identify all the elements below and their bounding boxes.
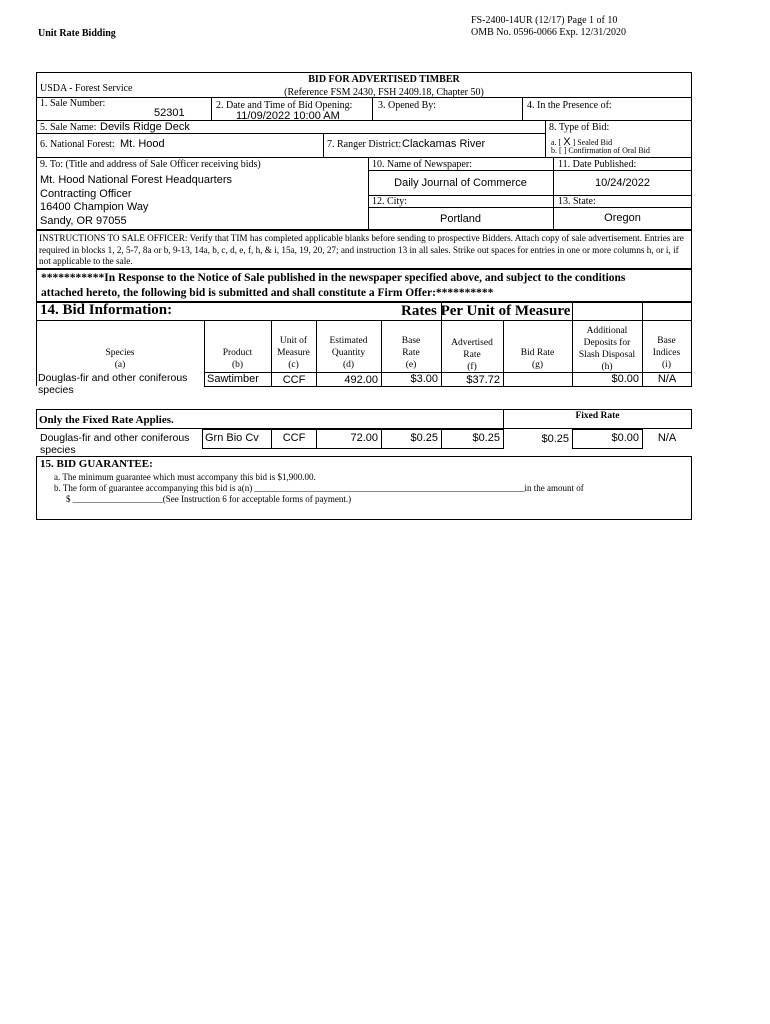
sale-officer-label: 9. To: (Title and address of Sale Officer receiving bids) bbox=[40, 159, 261, 170]
city-value[interactable]: Portland bbox=[440, 213, 481, 225]
product-cell[interactable]: Sawtimber bbox=[207, 373, 259, 385]
address-line: 16400 Champion Way bbox=[40, 201, 149, 213]
col-name: Base Rate bbox=[401, 336, 421, 358]
col-deposits-header bbox=[572, 325, 642, 373]
indices-cell[interactable]: N/A bbox=[657, 373, 677, 385]
col-letter: (f) bbox=[467, 362, 477, 372]
ranger-district-label: 7. Ranger District: bbox=[327, 139, 402, 150]
national-forest-value[interactable]: Mt. Hood bbox=[120, 138, 165, 150]
col-name: Product bbox=[222, 348, 253, 358]
sale-name-value[interactable]: Devils Ridge Deck bbox=[100, 121, 190, 133]
uom-cell[interactable]: CCF bbox=[282, 374, 306, 386]
col-quantity-header bbox=[316, 335, 381, 371]
sale-number-label: 1. Sale Number: bbox=[40, 98, 106, 109]
date-published-value[interactable]: 10/24/2022 bbox=[594, 177, 651, 189]
fixed-species-cell[interactable]: Douglas-fir and other coniferous species bbox=[40, 432, 190, 456]
fixed-rate-heading: Only the Fixed Rate Applies. bbox=[39, 414, 174, 426]
guarantee-minimum: a. The minimum guarantee which must accompany this bid is $1,900.00. bbox=[54, 472, 316, 482]
col-letter: (d) bbox=[342, 360, 355, 370]
sealed-bid-text: ] Sealed Bid bbox=[572, 138, 613, 147]
quantity-cell[interactable]: 492.00 bbox=[344, 374, 378, 386]
form-title: Unit Rate Bidding bbox=[38, 28, 116, 39]
sale-number-value[interactable]: 52301 bbox=[154, 107, 185, 119]
form-id: FS-2400-14UR (12/17) Page 1 of 10 bbox=[471, 15, 618, 26]
address-line: Sandy, OR 97055 bbox=[40, 214, 127, 227]
col-letter: (g) bbox=[531, 360, 544, 370]
presence-label: 4. In the Presence of: bbox=[527, 100, 612, 111]
col-letter: (c) bbox=[288, 360, 299, 370]
address-line: Contracting Officer bbox=[40, 187, 132, 200]
address-line: Mt. Hood National Forest Headquarters bbox=[40, 174, 232, 186]
type-of-bid-label: 8. Type of Bid: bbox=[549, 122, 610, 133]
col-letter: (a) bbox=[114, 360, 126, 370]
bid-guarantee-heading: 15. BID GUARANTEE: bbox=[40, 458, 153, 470]
response-line: attached hereto, the following bid is submitted and shall constitute a Firm Offer:********** bbox=[41, 287, 494, 299]
omb-number: OMB No. 0596-0066 Exp. 12/31/2020 bbox=[471, 27, 626, 38]
rates-heading: Rates Per Unit of Measure bbox=[401, 303, 571, 319]
guarantee-amount[interactable]: $ ____________________(See Instruction 6 for acceptable forms of payment.) bbox=[66, 494, 352, 504]
sale-name-label: 5. Sale Name: bbox=[40, 122, 97, 133]
bid-rate-cell[interactable] bbox=[503, 372, 573, 387]
col-advertised-rate-header bbox=[441, 337, 503, 373]
sealed-bid-prefix: a. [ bbox=[551, 138, 562, 147]
col-name: Estimated Quantity bbox=[329, 336, 368, 358]
city-label: 12. City: bbox=[372, 196, 408, 207]
state-value[interactable]: Oregon bbox=[604, 212, 641, 224]
oral-bid-option[interactable]: b. [ ] Confirmation of Oral Bid bbox=[551, 146, 650, 155]
newspaper-value[interactable]: Daily Journal of Commerce bbox=[394, 177, 527, 189]
fixed-base-rate-cell[interactable]: $0.25 bbox=[410, 432, 438, 444]
col-species-header bbox=[36, 347, 204, 371]
national-forest-label: 6. National Forest: bbox=[40, 139, 115, 150]
col-letter: (i) bbox=[662, 360, 671, 370]
col-name: Unit of Measure bbox=[277, 336, 310, 358]
col-name: Advertised Rate bbox=[451, 338, 493, 360]
fixed-rate-label: Fixed Rate bbox=[575, 411, 620, 421]
fixed-advertised-rate-cell[interactable]: $0.25 bbox=[472, 432, 500, 444]
response-notice bbox=[41, 271, 625, 301]
ranger-district-value[interactable]: Clackamas River bbox=[402, 138, 486, 150]
col-name: Species bbox=[105, 348, 135, 358]
bid-title: BID FOR ADVERTISED TIMBER bbox=[308, 74, 460, 85]
bid-opening-label: 2. Date and Time of Bid Opening: bbox=[216, 100, 353, 111]
fixed-quantity-cell[interactable]: 72.00 bbox=[350, 432, 378, 444]
fixed-uom-cell[interactable]: CCF bbox=[282, 432, 306, 444]
fixed-rate-cell[interactable]: $0.25 bbox=[541, 433, 569, 445]
species-cell[interactable]: Douglas-fir and other coniferous species bbox=[38, 372, 188, 396]
fixed-indices-cell[interactable]: N/A bbox=[657, 432, 677, 444]
col-bid-rate-header bbox=[503, 347, 572, 371]
response-line: ***********In Response to the Notice of Sale published in the newspaper specified above, and subject to the conditions bbox=[41, 272, 626, 284]
sale-officer-address[interactable] bbox=[40, 174, 232, 228]
sealed-bid-checkmark: X bbox=[563, 136, 571, 148]
deposits-cell[interactable]: $0.00 bbox=[611, 373, 639, 385]
base-rate-cell[interactable]: $3.00 bbox=[410, 373, 438, 385]
col-name: Additional Deposits for Slash Disposal bbox=[578, 326, 636, 360]
bid-info-heading: 14. Bid Information: bbox=[40, 302, 173, 318]
col-indices-header bbox=[642, 335, 691, 371]
advertised-rate-cell[interactable]: $37.72 bbox=[466, 374, 500, 386]
reference-note: (Reference FSM 2430, FSH 2409.18, Chapter 50) bbox=[284, 87, 484, 98]
col-letter: (b) bbox=[231, 360, 244, 370]
opened-by-label: 3. Opened By: bbox=[378, 100, 437, 111]
date-published-label: 11. Date Published: bbox=[558, 159, 637, 170]
col-product-header bbox=[204, 347, 271, 371]
instructions-text: INSTRUCTIONS TO SALE OFFICER: Verify that TIM has completed applicable blanks before sending to prospective Bidders. Attach copy of sale advertisement. Entries are required in blocks 1, 2, 5-7, 8a or b, 9-13, 14a, b, c, d, e, f, h, & i, 15a, 19, 20, 27; and instruction 13 in all sales. Strike out spaces for entries in one or more columns h, or i, if not applicable to the sale. bbox=[39, 233, 684, 266]
col-letter: (e) bbox=[405, 360, 417, 370]
guarantee-form[interactable]: b. The form of guarantee accompanying this bid is a(n) ____________________________________________________________in the amount of bbox=[54, 483, 584, 493]
fixed-deposits-cell[interactable]: $0.00 bbox=[611, 432, 639, 444]
col-name: Base Indices bbox=[652, 336, 681, 358]
agency-name: USDA - Forest Service bbox=[40, 83, 133, 94]
bid-opening-value[interactable]: 11/09/2022 10:00 AM bbox=[236, 110, 340, 122]
newspaper-label: 10. Name of Newspaper: bbox=[372, 159, 472, 170]
col-letter: (h) bbox=[601, 362, 613, 372]
col-name: Bid Rate bbox=[520, 348, 555, 358]
col-uom-header bbox=[271, 335, 316, 371]
state-label: 13. State: bbox=[558, 196, 596, 207]
col-base-rate-header bbox=[381, 335, 441, 371]
fixed-product-cell[interactable]: Grn Bio Cv bbox=[205, 432, 259, 444]
